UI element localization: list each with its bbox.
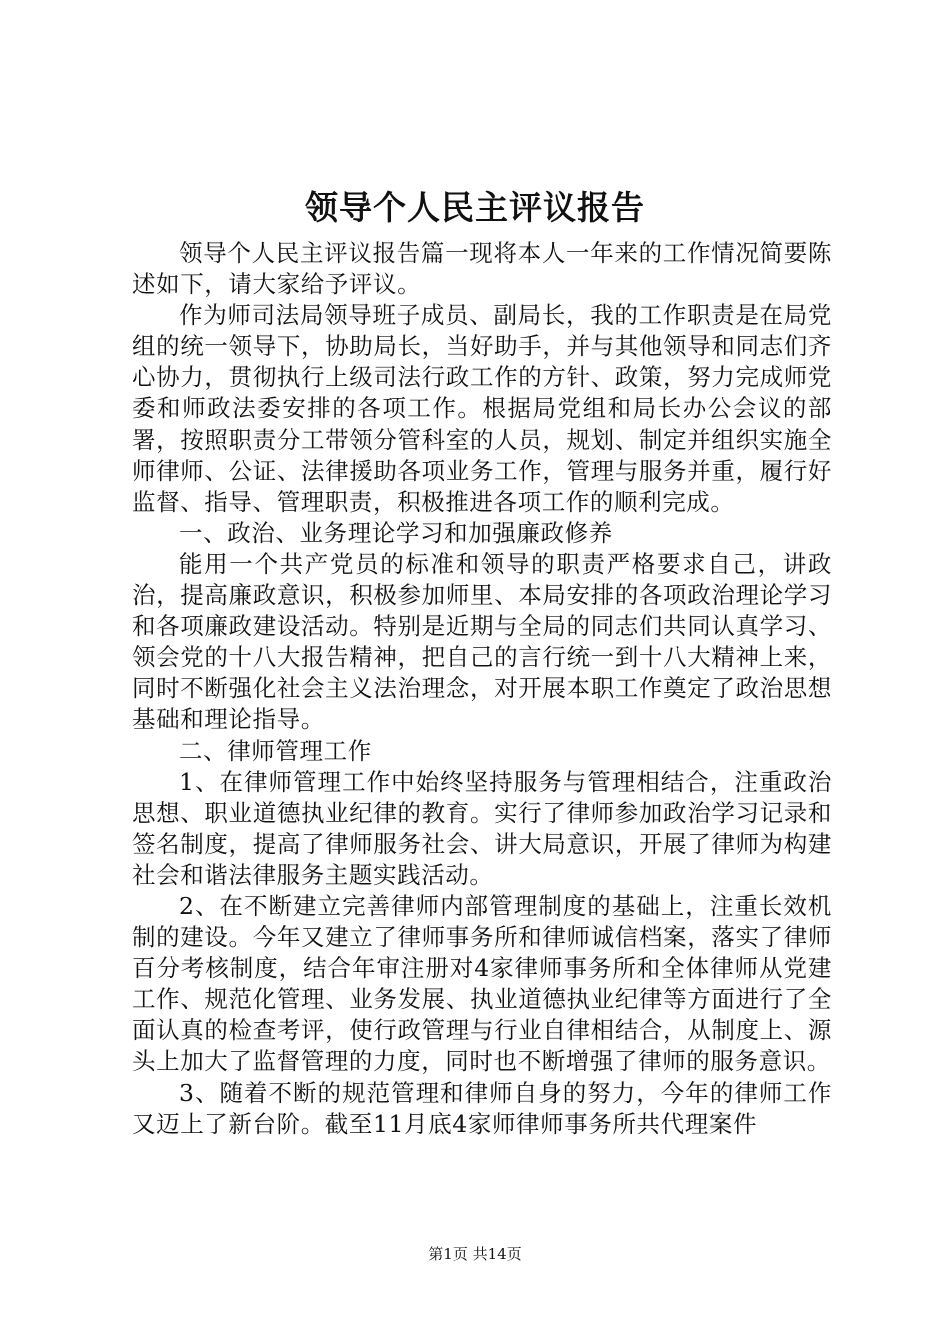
- paragraph-item-3: 3、随着不断的规范管理和律师自身的努力，今年的律师工作又迈上了新台阶。截至11月底4家师律师事务所共代理案件: [132, 1078, 832, 1138]
- document-body: [132, 238, 832, 1140]
- page-number-footer: 第1页 共14页: [428, 1245, 522, 1263]
- section-heading-2: 二、律师管理工作: [179, 736, 372, 765]
- paragraph-item-2: 2、在不断建立完善律师内部管理制度的基础上，注重长效机制的建设。今年又建立了律师事务所和律师诚信档案，落实了律师百分考核制度，结合年审注册对4家律师事务所和全体律师从党建工作、规范化管理、业务发展、执业道德执业纪律等方面进行了全面认真的检查考评，使行政管理与行业自律相结合，从制度上、源头上加大了监督管理的力度，同时也不断增强了律师的服务意识。: [132, 891, 832, 1076]
- paragraph-intro: 领导个人民主评议报告篇一现将本人一年来的工作情况简要陈述如下，请大家给予评议。: [132, 239, 832, 299]
- document-title: 领导个人民主评议报告: [305, 188, 645, 227]
- paragraph-item-1: 1、在律师管理工作中始终坚持服务与管理相结合，注重政治思想、职业道德执业纪律的教育。实行了律师参加政治学习记录和签名制度，提高了律师服务社会、讲大局意识，开展了律师为构建社会和谐法律服务主题实践活动。: [132, 767, 832, 889]
- paragraph-duties: 作为师司法局领导班子成员、副局长，我的工作职责是在局党组的统一领导下，协助局长，当好助手，并与其他领导和同志们齐心协力，贯彻执行上级司法行政工作的方针、政策，努力完成师党委和师政法委安排的各项工作。根据局党组和局长办公会议的部署，按照职责分工带领分管科室的人员，规划、制定并组织实施全师律师、公证、法律援助各项业务工作，管理与服务并重，履行好监督、指导、管理职责，积极推进各项工作的顺利完成。: [132, 301, 832, 516]
- paragraph-politics: 能用一个共产党员的标准和领导的职责严格要求自己，讲政治，提高廉政意识，积极参加师里、本局安排的各项政治理论学习和各项廉政建设活动。特别是近期与全局的同志们共同认真学习、领会党的十八大报告精神，把自己的言行统一到十八大精神上来，同时不断强化社会主义法治理念，对开展本职工作奠定了政治思想基础和理论指导。: [132, 549, 832, 734]
- section-heading-1: 一、政治、业务理论学习和加强廉政修养: [179, 518, 613, 547]
